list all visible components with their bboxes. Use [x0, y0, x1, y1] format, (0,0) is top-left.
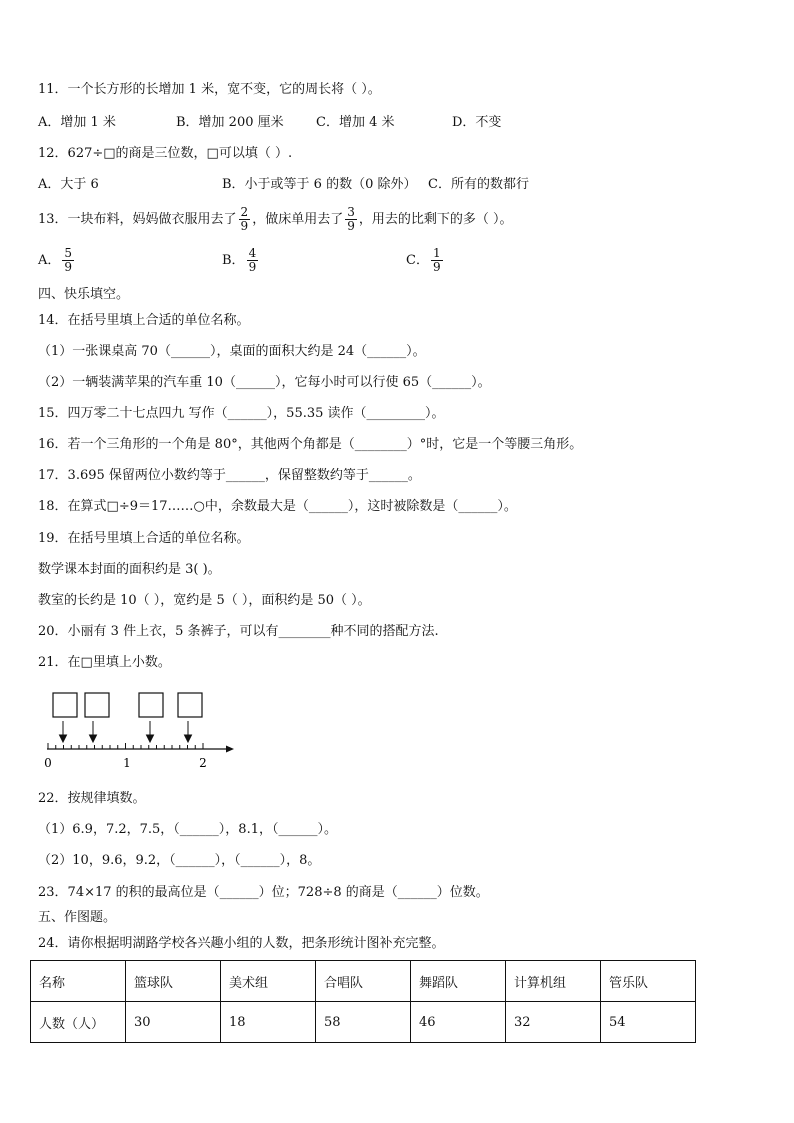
fraction-denominator: 9 — [64, 260, 73, 274]
option-fraction — [247, 247, 259, 274]
table-row — [31, 1002, 696, 1043]
fraction-denominator: 9 — [248, 260, 257, 274]
number-line-figure — [40, 690, 250, 772]
section-5-heading: 五、作图题。 — [38, 910, 117, 925]
down-arrow-icon — [60, 735, 67, 742]
fraction-numerator: 2 — [240, 205, 249, 219]
table-cell: 计算机组 — [506, 961, 601, 1002]
fraction-denominator: 9 — [240, 219, 249, 233]
option-label: A． — [38, 253, 61, 268]
fraction-denominator: 9 — [432, 260, 441, 274]
down-arrow-icon — [185, 735, 192, 742]
answer-box-3[interactable] — [139, 693, 163, 717]
q13-option-c — [406, 244, 445, 278]
answer-box-4[interactable] — [178, 693, 202, 717]
q12-option-b: B．小于或等于 6 的数（0 除外） — [222, 177, 417, 192]
q11-stem: 11．一个长方形的长增加 1 米，宽不变，它的周长将（ ）。 — [38, 82, 381, 97]
q13-stem-c: ，用去的比剩下的多（ ）。 — [358, 212, 513, 227]
down-arrow-icon — [147, 735, 154, 742]
table-cell: 18 — [221, 1002, 316, 1043]
option-label: B． — [222, 253, 245, 268]
q19-line1: 数学课本封面的面积约是 3( )。 — [38, 562, 221, 577]
table-cell: 58 — [316, 1002, 411, 1043]
q23: 23．74×17 的积的最高位是（______）位；728÷8 的商是（______）位数。 — [38, 885, 489, 900]
q22-stem: 22．按规律填数。 — [38, 791, 146, 806]
q19-line2: 教室的长约是 10（ ），宽约是 5（ ），面积约是 50（ ）。 — [38, 593, 371, 608]
tick-label-2: 2 — [199, 756, 207, 770]
q14-stem: 14．在括号里填上合适的单位名称。 — [38, 313, 250, 328]
q13-fraction-1 — [239, 206, 251, 233]
q13-stem — [38, 203, 512, 237]
q11-option-b: B．增加 200 厘米 — [176, 115, 284, 130]
fraction-numerator: 4 — [248, 246, 257, 260]
right-arrow-icon — [226, 746, 234, 753]
q22-sub2: （2）10，9.6，9.2，（______），（______），8。 — [38, 853, 321, 868]
q13-option-b — [222, 244, 260, 278]
q13-option-a — [38, 244, 76, 278]
answer-box-2[interactable] — [85, 693, 109, 717]
interest-group-table — [30, 960, 696, 1043]
q13-stem-a: 13．一块布料，妈妈做衣服用去了 — [38, 212, 237, 227]
table-cell: 32 — [506, 1002, 601, 1043]
table-cell: 舞蹈队 — [411, 961, 506, 1002]
section-4-heading: 四、快乐填空。 — [38, 287, 130, 302]
q20: 20．小丽有 3 件上衣，5 条裤子，可以有________种不同的搭配方法. — [38, 624, 439, 639]
fraction-numerator: 5 — [64, 246, 73, 260]
table-cell: 名称 — [31, 961, 126, 1002]
fraction-denominator: 9 — [347, 219, 355, 233]
table-cell: 篮球队 — [126, 961, 221, 1002]
fraction-numerator: 1 — [432, 246, 441, 260]
q16: 16．若一个三角形的一个角是 80°，其他两个角都是（________）°时，它是一个等腰三角形。 — [38, 437, 583, 452]
table-header-row — [31, 961, 696, 1002]
answer-box-1[interactable] — [53, 693, 77, 717]
table-cell: 46 — [411, 1002, 506, 1043]
q21-stem: 21．在□里填上小数。 — [38, 655, 171, 670]
q11-option-d: D．不变 — [452, 115, 502, 130]
q17: 17．3.695 保留两位小数约等于______，保留整数约等于______。 — [38, 468, 421, 483]
q24-stem: 24．请你根据明湖路学校各兴趣小组的人数，把条形统计图补充完整。 — [38, 936, 445, 951]
fraction-numerator: 3 — [347, 205, 355, 219]
option-fraction — [62, 247, 74, 274]
table-cell: 管乐队 — [601, 961, 696, 1002]
q12-option-a: A．大于 6 — [38, 177, 99, 192]
table-cell: 30 — [126, 1002, 221, 1043]
q15: 15．四万零二十七点四九 写作（______），55.35 读作（_________）。 — [38, 406, 445, 421]
q14-sub2: （2）一辆装满苹果的汽车重 10（______），它每小时可以行使 65（______）。 — [38, 375, 491, 390]
q22-sub1: （1）6.9，7.2，7.5，（______），8.1，（______）。 — [38, 822, 337, 837]
q12-stem: 12．627÷□的商是三位数，□可以填（ ）. — [38, 146, 293, 161]
q11-option-a: A．增加 1 米 — [38, 115, 116, 130]
tick-label-0: 0 — [44, 756, 52, 770]
tick-marks — [48, 743, 203, 749]
q18: 18．在算式□÷9＝17……○中，余数最大是（______），这时被除数是（______）。 — [38, 499, 517, 514]
q19-stem: 19．在括号里填上合适的单位名称。 — [38, 531, 250, 546]
option-label: C． — [406, 253, 429, 268]
tick-label-1: 1 — [123, 756, 131, 770]
table-cell: 美术组 — [221, 961, 316, 1002]
table-cell: 合唱队 — [316, 961, 411, 1002]
arrow-group — [60, 721, 192, 742]
option-fraction — [431, 247, 443, 274]
table-cell: 人数（人） — [31, 1002, 126, 1043]
q12-option-c: C．所有的数都行 — [428, 177, 529, 192]
q13-fraction-2 — [345, 206, 357, 233]
q13-stem-b: ，做床单用去了 — [252, 212, 344, 227]
table-cell: 54 — [601, 1002, 696, 1043]
q14-sub1: （1）一张课桌高 70（______），桌面的面积大约是 24（______）。 — [38, 344, 426, 359]
q11-option-c: C．增加 4 米 — [316, 115, 395, 130]
down-arrow-icon — [90, 735, 97, 742]
